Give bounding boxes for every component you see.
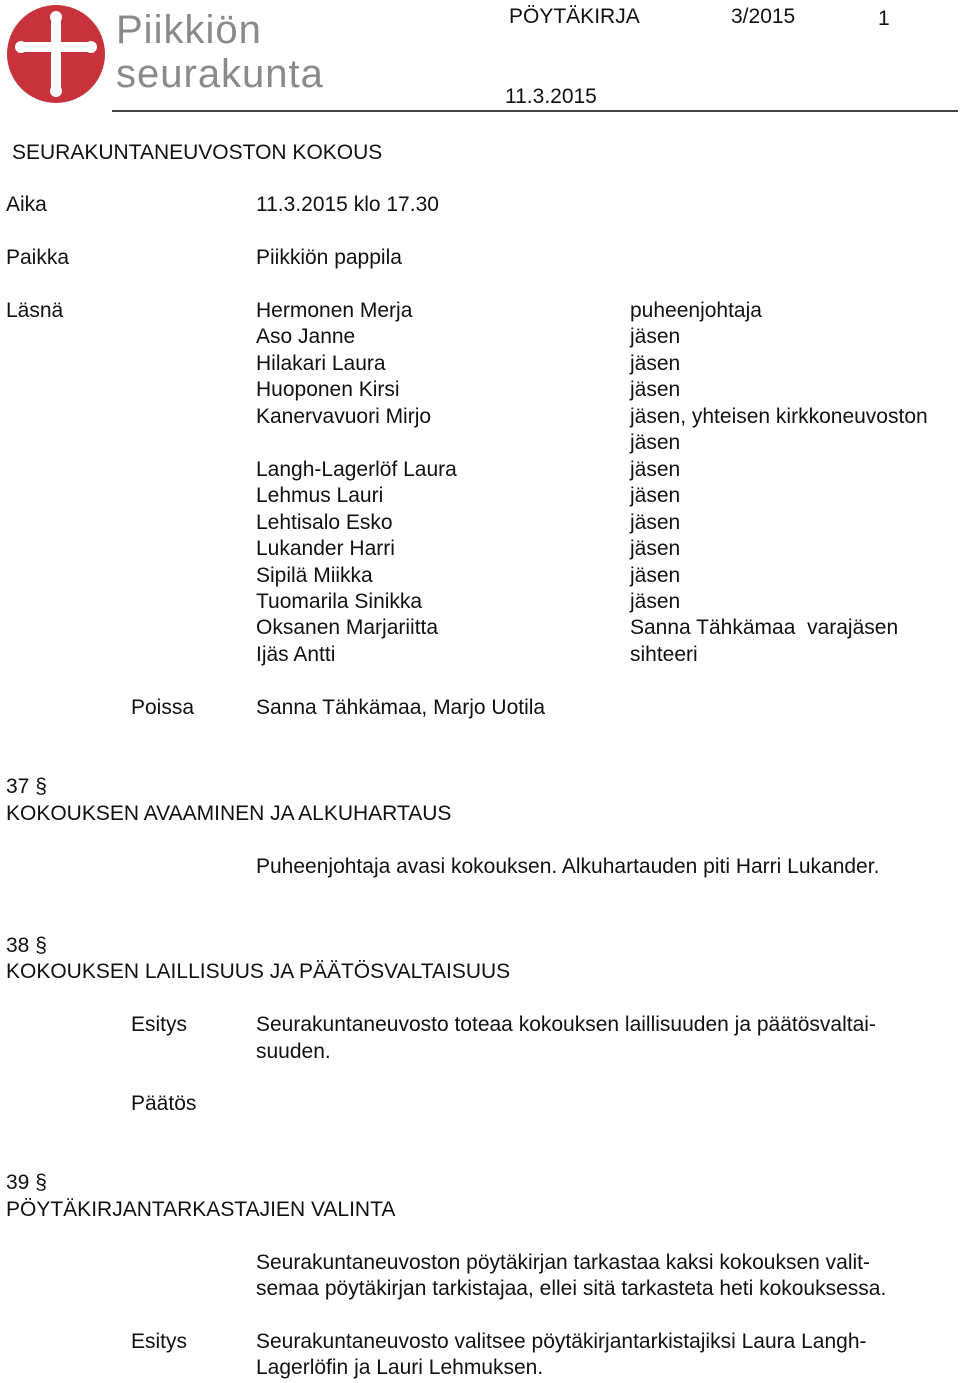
place-value: Piikkiön pappila [256,246,402,269]
attendee-role: jäsen [630,484,681,508]
parish-logo [6,4,106,104]
section-38-proposal-line-1: Seurakuntaneuvosto toteaa kokouksen laillisuuden ja päätösvaltai- [256,1013,876,1036]
attendee-role: jäsen [630,589,681,613]
attendee-role: puheenjohtaja [630,299,762,322]
logo-line-1: Piikkiön [116,8,262,52]
section-39-intro-line-2: semaa pöytäkirjan tarkistajaa, ellei sitä tarkasteta heti kokouksessa. [256,1277,887,1300]
attendee-role: sihteeri [630,642,698,666]
attendee-role: jäsen [630,431,681,455]
attendee-name [256,430,457,456]
attendee-names [256,298,457,668]
time-value: 11.3.2015 klo 17.30 [256,193,439,216]
cross-emblem-icon [6,4,106,104]
logo-wordmark [116,8,324,96]
attendee-role: Sanna Tähkämaa varajäsen [630,616,899,640]
section-39-proposal-label: Esitys [131,1330,188,1353]
section-38-title: KOKOUKSEN LAILLISUUS JA PÄÄTÖSVALTAISUUS [6,960,511,983]
section-37-text: Puheenjohtaja avasi kokouksen. Alkuhartauden piti Harri Lukander. [256,855,880,878]
section-39-title: PÖYTÄKIRJANTARKASTAJIEN VALINTA [6,1198,396,1221]
attendee-name: Hilakari Laura [256,351,386,375]
doc-number: 3/2015 [731,5,796,28]
meeting-title: SEURAKUNTANEUVOSTON KOKOUS [12,141,383,164]
attendee-role: jäsen [630,351,681,375]
attendee-name: Hermonen Merja [256,299,413,322]
time-label: Aika [6,193,47,216]
attendee-name: Kanervavuori Mirjo [256,404,432,428]
section-38-decision-label: Päätös [131,1092,197,1115]
attendee-name: Langh-Lagerlöf Laura [256,457,457,481]
page-number: 1 [878,7,890,30]
attendee-role: jäsen [630,537,681,561]
present-label: Läsnä [6,299,64,322]
doc-type: PÖYTÄKIRJA [509,5,640,28]
section-37-number: 37 § [6,775,47,798]
attendee-name: Huoponen Kirsi [256,378,400,402]
attendee-role: jäsen [630,510,681,534]
section-38-proposal-line-2: suuden. [256,1040,331,1063]
attendee-name: Lehtisalo Esko [256,510,393,534]
doc-date: 11.3.2015 [505,85,597,108]
place-label: Paikka [6,246,70,269]
section-37-title: KOKOUKSEN AVAAMINEN JA ALKUHARTAUS [6,802,452,825]
section-39-intro-line-1: Seurakuntaneuvoston pöytäkirjan tarkastaa kaksi kokouksen valit- [256,1251,871,1274]
section-39-proposal-line-2: Lagerlöfin ja Lauri Lehmuksen. [256,1356,544,1379]
absent-label: Poissa [131,696,195,719]
attendee-role: jäsen, yhteisen kirkkoneuvoston [630,404,928,428]
attendee-name: Lehmus Lauri [256,484,384,508]
absent-value: Sanna Tähkämaa, Marjo Uotila [256,696,546,719]
section-39-proposal-line-1: Seurakuntaneuvosto valitsee pöytäkirjantarkistajiksi Laura Langh- [256,1330,867,1353]
attendee-role: jäsen [630,325,681,349]
attendee-role: jäsen [630,457,681,481]
attendee-roles [630,298,928,668]
section-38-proposal-label: Esitys [131,1013,188,1036]
header-divider [112,110,958,112]
attendee-role: jäsen [630,563,681,587]
attendee-role: jäsen [630,378,681,402]
attendee-name: Oksanen Marjariitta [256,616,439,640]
section-38-number: 38 § [6,934,47,957]
attendee-name: Ijäs Antti [256,642,336,666]
attendee-name: Sipilä Miikka [256,563,373,587]
attendee-name: Aso Janne [256,325,356,349]
attendee-name: Lukander Harri [256,537,395,561]
section-39-number: 39 § [6,1171,47,1194]
logo-line-2: seurakunta [116,52,324,96]
attendee-name: Tuomarila Sinikka [256,589,423,613]
